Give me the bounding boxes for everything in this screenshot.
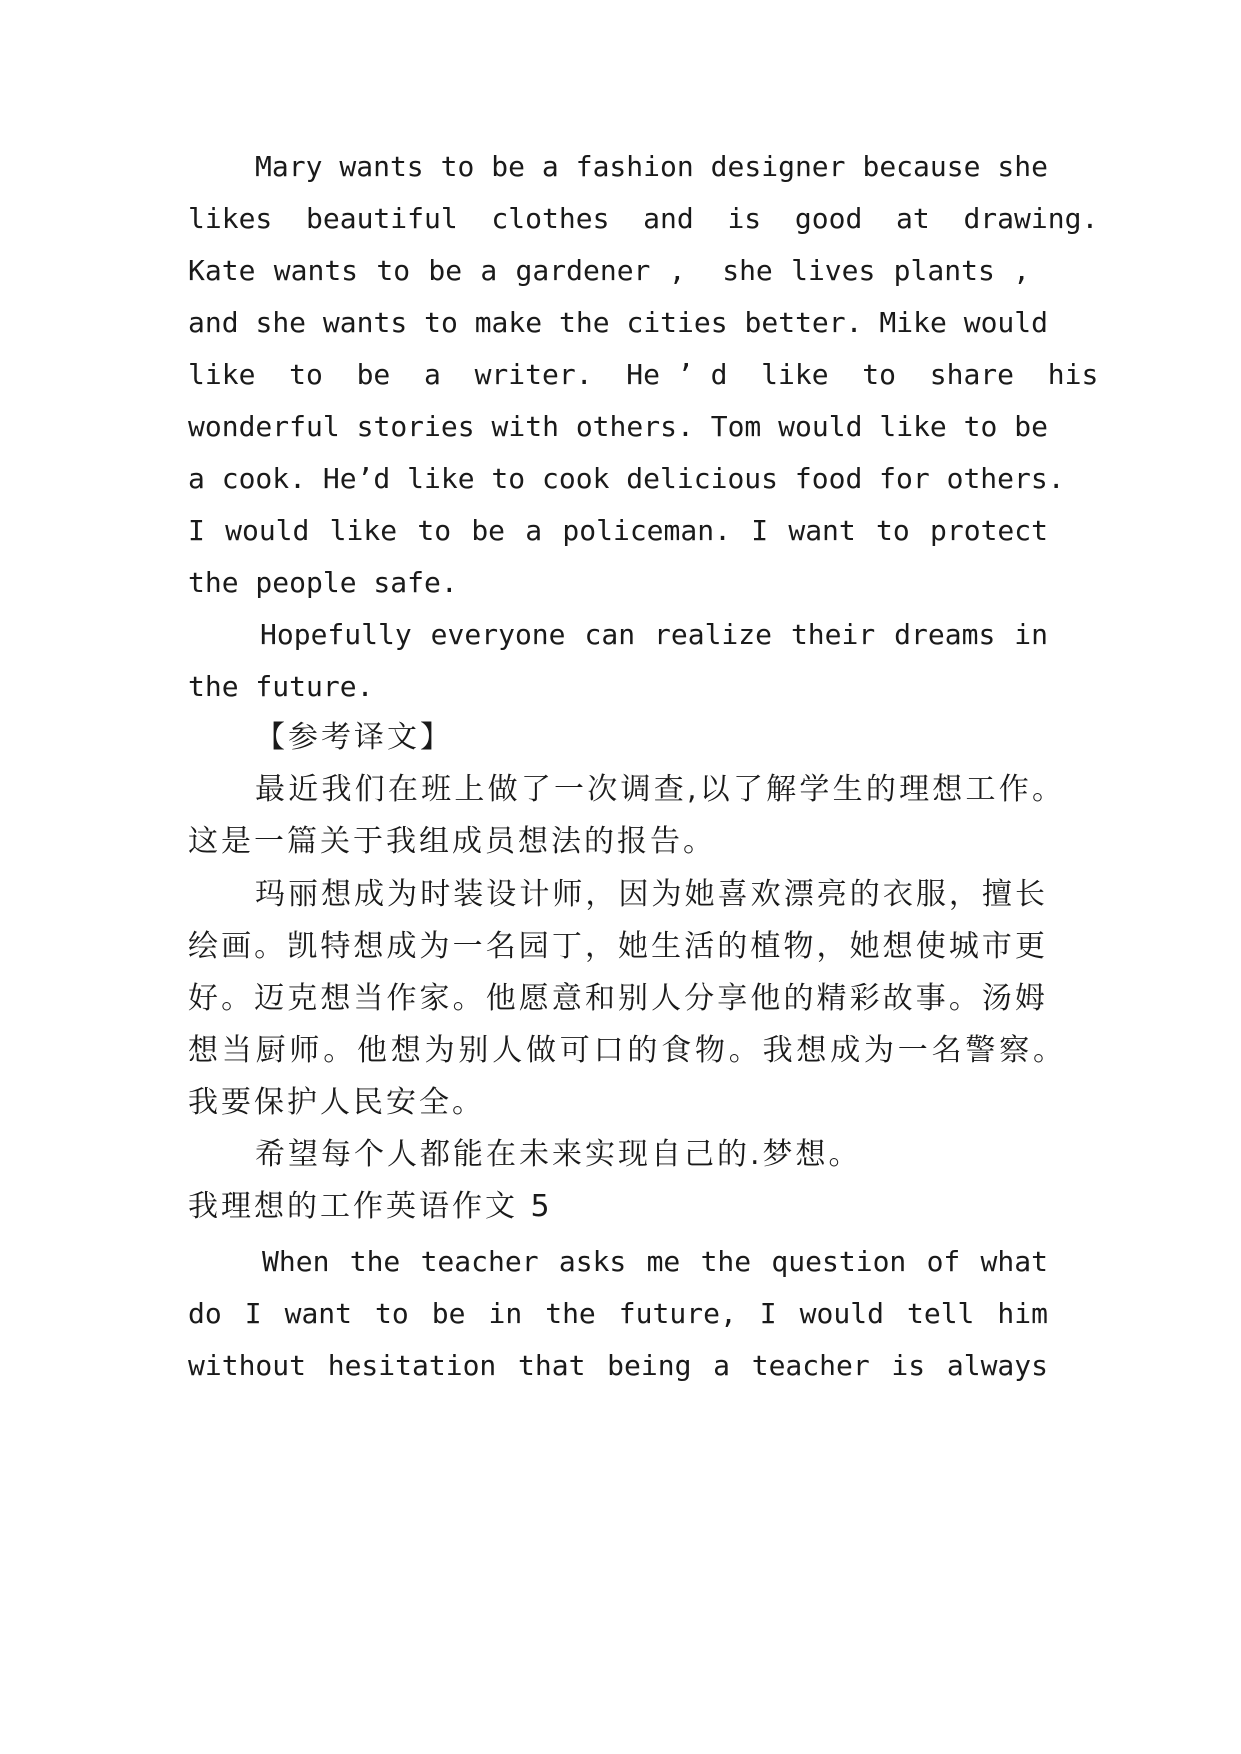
text-line: 想当厨师。他想为别人做可口的食物。我想成为一名警察。 xyxy=(188,1033,1066,1068)
text-line: wonderful stories with others. Tom would like to be xyxy=(188,410,1048,443)
text-line: 我要保护人民安全。 xyxy=(188,1085,485,1120)
text-line: and she wants to make the cities better. Mike would xyxy=(188,306,1048,339)
text-line: Kate wants to be a gardener , she lives plants , xyxy=(188,254,1030,287)
text-line: the future. xyxy=(188,670,374,703)
text-line: 最近我们在班上做了一次调查,以了解学生的理想工作。 xyxy=(255,772,1065,807)
translation-heading: 【参考译文】 xyxy=(255,720,453,755)
text-line: the people safe. xyxy=(188,566,458,599)
text-line: a cook. He’d like to cook delicious food for others. xyxy=(188,462,1065,495)
text-line: without hesitation that being a teacher is always xyxy=(188,1349,1048,1382)
text-line: 这是一篇关于我组成员想法的报告。 xyxy=(188,824,716,859)
text-line: Hopefully everyone can realize their dreams in xyxy=(260,618,1048,651)
text-line: 好。迈克想当作家。他愿意和别人分享他的精彩故事。汤姆 xyxy=(188,981,1048,1016)
text-line: Mary wants to be a fashion designer because she xyxy=(255,150,1048,183)
text-line: do I want to be in the future, I would tell him xyxy=(188,1297,1048,1330)
section-title: 我理想的工作英语作文 5 xyxy=(188,1189,553,1224)
text-line: 希望每个人都能在未来实现自己的.梦想。 xyxy=(255,1137,862,1172)
text-line: When the teacher asks me the question of what xyxy=(262,1245,1048,1278)
text-line: like to be a writer. He ’ d like to share his xyxy=(188,358,1099,391)
text-line: I would like to be a policeman. I want to protect xyxy=(188,514,1048,547)
text-line: likes beautiful clothes and is good at drawing. xyxy=(188,202,1099,235)
text-line: 绘画。凯特想成为一名园丁，她生活的植物，她想使城市更 xyxy=(188,929,1048,964)
text-line: 玛丽想成为时装设计师，因为她喜欢漂亮的衣服，擅长 xyxy=(255,877,1048,912)
